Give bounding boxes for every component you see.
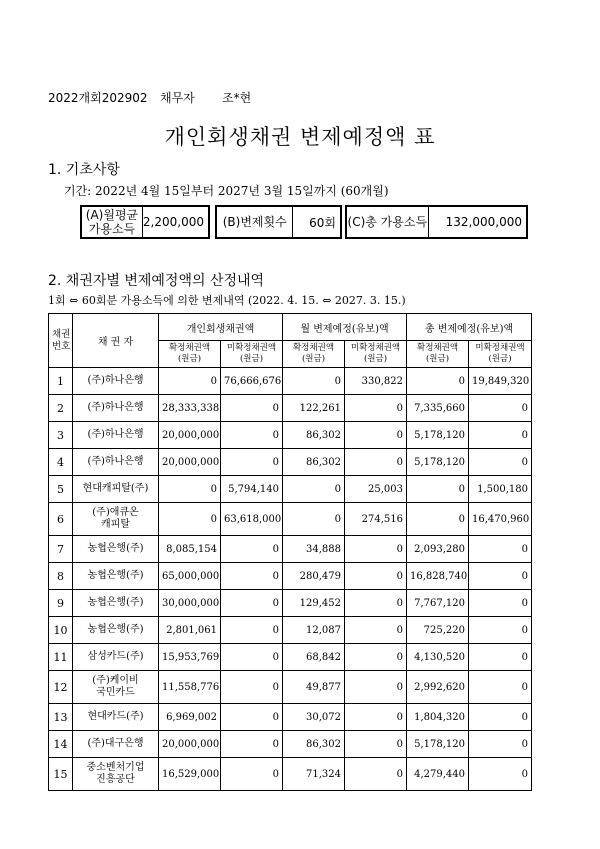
summary-b-label: (B)변제횟수 [217,207,293,237]
monthly-unconfirmed: 0 [345,758,407,791]
header-no [49,314,73,368]
creditor-name-line2: 진흥공단 [96,774,135,785]
total-confirmed: 2,992,620 [407,671,469,704]
monthly-confirmed: 122,261 [283,395,345,422]
subheader-line1: 확정채권액 [416,343,459,353]
row-number: 3 [49,422,73,449]
monthly-confirmed: 129,452 [283,590,345,617]
total-confirmed: 5,178,120 [407,449,469,476]
total-confirmed: 7,767,120 [407,590,469,617]
claim-unconfirmed: 0 [221,671,283,704]
monthly-unconfirmed: 330,822 [345,368,407,395]
subheader-line1: 미확정채권액 [475,343,525,353]
creditor-name-line1: 중소벤처기업 [86,762,145,773]
header-total-group: 총 변제예정(유보)액 [407,314,532,341]
total-unconfirmed: 0 [469,704,532,731]
creditor-name [73,590,159,617]
subheader-line1: 미확정채권액 [350,343,401,353]
claim-confirmed: 20,000,000 [159,422,221,449]
table-row [49,536,532,563]
monthly-confirmed: 68,842 [283,644,345,671]
monthly-confirmed: 0 [283,503,345,536]
header-creditor: 채 권 자 [73,314,159,368]
table-row [49,476,532,503]
table-row [49,563,532,590]
total-confirmed: 0 [407,476,469,503]
header-row-1 [49,314,532,341]
case-header [48,89,251,106]
row-number: 12 [49,671,73,704]
debtor-label: 채무자 [160,91,195,105]
creditor-name [73,671,159,704]
claim-confirmed: 65,000,000 [159,563,221,590]
subheader-claim-unconfirmed [221,341,283,368]
creditor-name-line1: (주)애큐온 [92,507,139,518]
table-row [49,731,532,758]
table-row [49,704,532,731]
total-unconfirmed: 1,500,180 [469,476,532,503]
monthly-confirmed: 12,087 [283,617,345,644]
creditor-name [73,536,159,563]
total-unconfirmed: 0 [469,758,532,791]
total-unconfirmed: 0 [469,590,532,617]
summary-c-label: (C)총 가용소득 [347,207,429,237]
creditor-name-line1: 농협은행(주) [87,570,144,581]
table-row [49,671,532,704]
subheader-line2: (원금) [177,354,202,364]
subheader-total-unconfirmed [469,341,532,368]
claim-confirmed: 28,333,338 [159,395,221,422]
total-unconfirmed: 19,849,320 [469,368,532,395]
header-claim-group: 개인회생채권액 [159,314,283,341]
row-number: 1 [49,368,73,395]
claim-unconfirmed: 0 [221,758,283,791]
monthly-unconfirmed: 0 [345,644,407,671]
creditor-name [73,368,159,395]
summary-box-total-income [345,205,528,239]
total-confirmed: 7,335,660 [407,395,469,422]
claim-confirmed: 0 [159,476,221,503]
document-title: 개인회생채권 변제예정액 표 [164,125,436,149]
claim-confirmed: 8,085,154 [159,536,221,563]
creditor-name-line1: (주)케이비 [92,675,139,686]
header-monthly-group: 월 변제예정(유보)액 [283,314,407,341]
creditor-name [73,449,159,476]
table-row [49,395,532,422]
monthly-unconfirmed: 0 [345,536,407,563]
debtor-name: 조*현 [222,91,252,105]
total-unconfirmed: 0 [469,536,532,563]
creditor-name [73,704,159,731]
header-no-line2: 번호 [52,340,71,352]
creditor-name-line2: 국민카드 [96,687,135,698]
claim-unconfirmed: 0 [221,704,283,731]
creditor-name [73,731,159,758]
creditor-name-line1: 농협은행(주) [87,543,144,554]
monthly-unconfirmed: 0 [345,671,407,704]
claim-unconfirmed: 0 [221,617,283,644]
subheader-line2: (원금) [301,354,326,364]
section2-heading: 2. 채권자별 변제예정액의 산정내역 [48,273,265,289]
creditor-table [48,313,532,791]
monthly-unconfirmed: 0 [345,731,407,758]
total-confirmed: 0 [407,503,469,536]
claim-confirmed: 2,801,061 [159,617,221,644]
total-confirmed: 1,804,320 [407,704,469,731]
summary-box-payment-count [215,205,342,239]
monthly-confirmed: 86,302 [283,731,345,758]
row-number: 10 [49,617,73,644]
claim-confirmed: 20,000,000 [159,731,221,758]
header-no-line1: 채권 [52,328,71,340]
creditor-name [73,758,159,791]
creditor-name [73,644,159,671]
subheader-line1: 미확정채권액 [226,343,277,353]
total-confirmed: 4,279,440 [407,758,469,791]
claim-confirmed: 0 [159,503,221,536]
total-confirmed: 0 [407,368,469,395]
monthly-confirmed: 280,479 [283,563,345,590]
claim-confirmed: 20,000,000 [159,449,221,476]
table-row [49,368,532,395]
monthly-confirmed: 34,888 [283,536,345,563]
subheader-line1: 확정채권액 [292,343,335,353]
row-number: 9 [49,590,73,617]
claim-unconfirmed: 0 [221,395,283,422]
claim-confirmed: 16,529,000 [159,758,221,791]
creditor-name-line1: 현대캐피탈(주) [82,483,149,494]
table-row [49,422,532,449]
total-unconfirmed: 0 [469,563,532,590]
total-unconfirmed: 0 [469,731,532,758]
subheader-line2: (원금) [425,354,450,364]
monthly-confirmed: 30,072 [283,704,345,731]
creditor-name [73,617,159,644]
claim-confirmed: 15,953,769 [159,644,221,671]
monthly-confirmed: 86,302 [283,449,345,476]
row-number: 4 [49,449,73,476]
monthly-unconfirmed: 0 [345,563,407,590]
creditor-name [73,422,159,449]
claim-unconfirmed: 76,666,676 [221,368,283,395]
creditor-name [73,476,159,503]
total-confirmed: 4,130,520 [407,644,469,671]
total-confirmed: 16,828,740 [407,563,469,590]
subheader-monthly-unconfirmed [345,341,407,368]
claim-unconfirmed: 0 [221,590,283,617]
summary-a-label [82,207,143,237]
row-number: 14 [49,731,73,758]
subheader-line2: (원금) [363,354,388,364]
total-unconfirmed: 16,470,960 [469,503,532,536]
case-number: 2022개회202902 [48,91,148,105]
row-number: 11 [49,644,73,671]
monthly-confirmed: 0 [283,476,345,503]
row-number: 5 [49,476,73,503]
summary-a-value: 2,200,000 [142,215,204,229]
monthly-unconfirmed: 0 [345,590,407,617]
claim-unconfirmed: 0 [221,536,283,563]
monthly-unconfirmed: 0 [345,704,407,731]
total-confirmed: 2,093,280 [407,536,469,563]
total-unconfirmed: 0 [469,395,532,422]
period-text: 기간: 2022년 4월 15일부터 2027년 3월 15일까지 (60개월) [64,184,389,198]
row-number: 8 [49,563,73,590]
table-row [49,758,532,791]
subheader-monthly-confirmed [283,341,345,368]
claim-confirmed: 0 [159,368,221,395]
row-number: 15 [49,758,73,791]
row-number: 2 [49,395,73,422]
claim-unconfirmed: 0 [221,449,283,476]
monthly-unconfirmed: 0 [345,617,407,644]
total-unconfirmed: 0 [469,644,532,671]
total-unconfirmed: 0 [469,671,532,704]
creditor-name [73,503,159,536]
claim-unconfirmed: 0 [221,644,283,671]
creditor-name-line1: 현대카드(주) [87,711,144,722]
table-row [49,449,532,476]
row-number: 13 [49,704,73,731]
creditor-name [73,395,159,422]
summary-a-label-line2: 가용소득 [88,222,136,236]
claim-confirmed: 6,969,002 [159,704,221,731]
creditor-name-line1: (주)하나은행 [87,429,144,440]
subheader-total-confirmed [407,341,469,368]
creditor-name-line1: 농협은행(주) [87,597,144,608]
section1-heading: 1. 기초사항 [48,162,120,178]
claim-confirmed: 30,000,000 [159,590,221,617]
claim-unconfirmed: 0 [221,563,283,590]
creditor-name-line1: 삼성카드(주) [87,651,144,662]
table-body [49,368,532,791]
monthly-confirmed: 71,324 [283,758,345,791]
creditor-name-line1: (주)대구은행 [87,738,144,749]
total-unconfirmed: 0 [469,617,532,644]
subheader-claim-confirmed [159,341,221,368]
claim-unconfirmed: 5,794,140 [221,476,283,503]
subheader-line1: 확정채권액 [168,343,211,353]
creditor-name-line1: 농협은행(주) [87,624,144,635]
summary-a-label-line1: (A)월평균 [85,208,139,222]
table-row [49,644,532,671]
subheader-line2: (원금) [239,354,264,364]
monthly-unconfirmed: 274,516 [345,503,407,536]
total-unconfirmed: 0 [469,449,532,476]
summary-box-monthly-income [80,205,210,239]
claim-confirmed: 11,558,776 [159,671,221,704]
total-confirmed: 725,220 [407,617,469,644]
table-row [49,617,532,644]
row-number: 7 [49,536,73,563]
summary-b-value: 60회 [309,215,336,230]
total-confirmed: 5,178,120 [407,731,469,758]
monthly-confirmed: 49,877 [283,671,345,704]
table-row [49,590,532,617]
monthly-unconfirmed: 0 [345,449,407,476]
monthly-unconfirmed: 0 [345,422,407,449]
monthly-unconfirmed: 0 [345,395,407,422]
summary-c-value: 132,000,000 [445,215,522,229]
monthly-confirmed: 0 [283,368,345,395]
basis-text: 1회 ⇔ 60회분 가용소득에 의한 변제내역 (2022. 4. 15. ⇔ 2027. 3. 15.) [48,294,406,307]
row-number: 6 [49,503,73,536]
claim-unconfirmed: 63,618,000 [221,503,283,536]
monthly-unconfirmed: 25,003 [345,476,407,503]
creditor-name-line2: 캐피탈 [101,519,130,530]
table-row [49,503,532,536]
creditor-name-line1: (주)하나은행 [87,456,144,467]
creditor-name-line1: (주)하나은행 [87,375,144,386]
creditor-name-line1: (주)하나은행 [87,402,144,413]
claim-unconfirmed: 0 [221,422,283,449]
total-confirmed: 5,178,120 [407,422,469,449]
claim-unconfirmed: 0 [221,731,283,758]
subheader-line2: (원금) [488,354,512,364]
monthly-confirmed: 86,302 [283,422,345,449]
creditor-name [73,563,159,590]
total-unconfirmed: 0 [469,422,532,449]
